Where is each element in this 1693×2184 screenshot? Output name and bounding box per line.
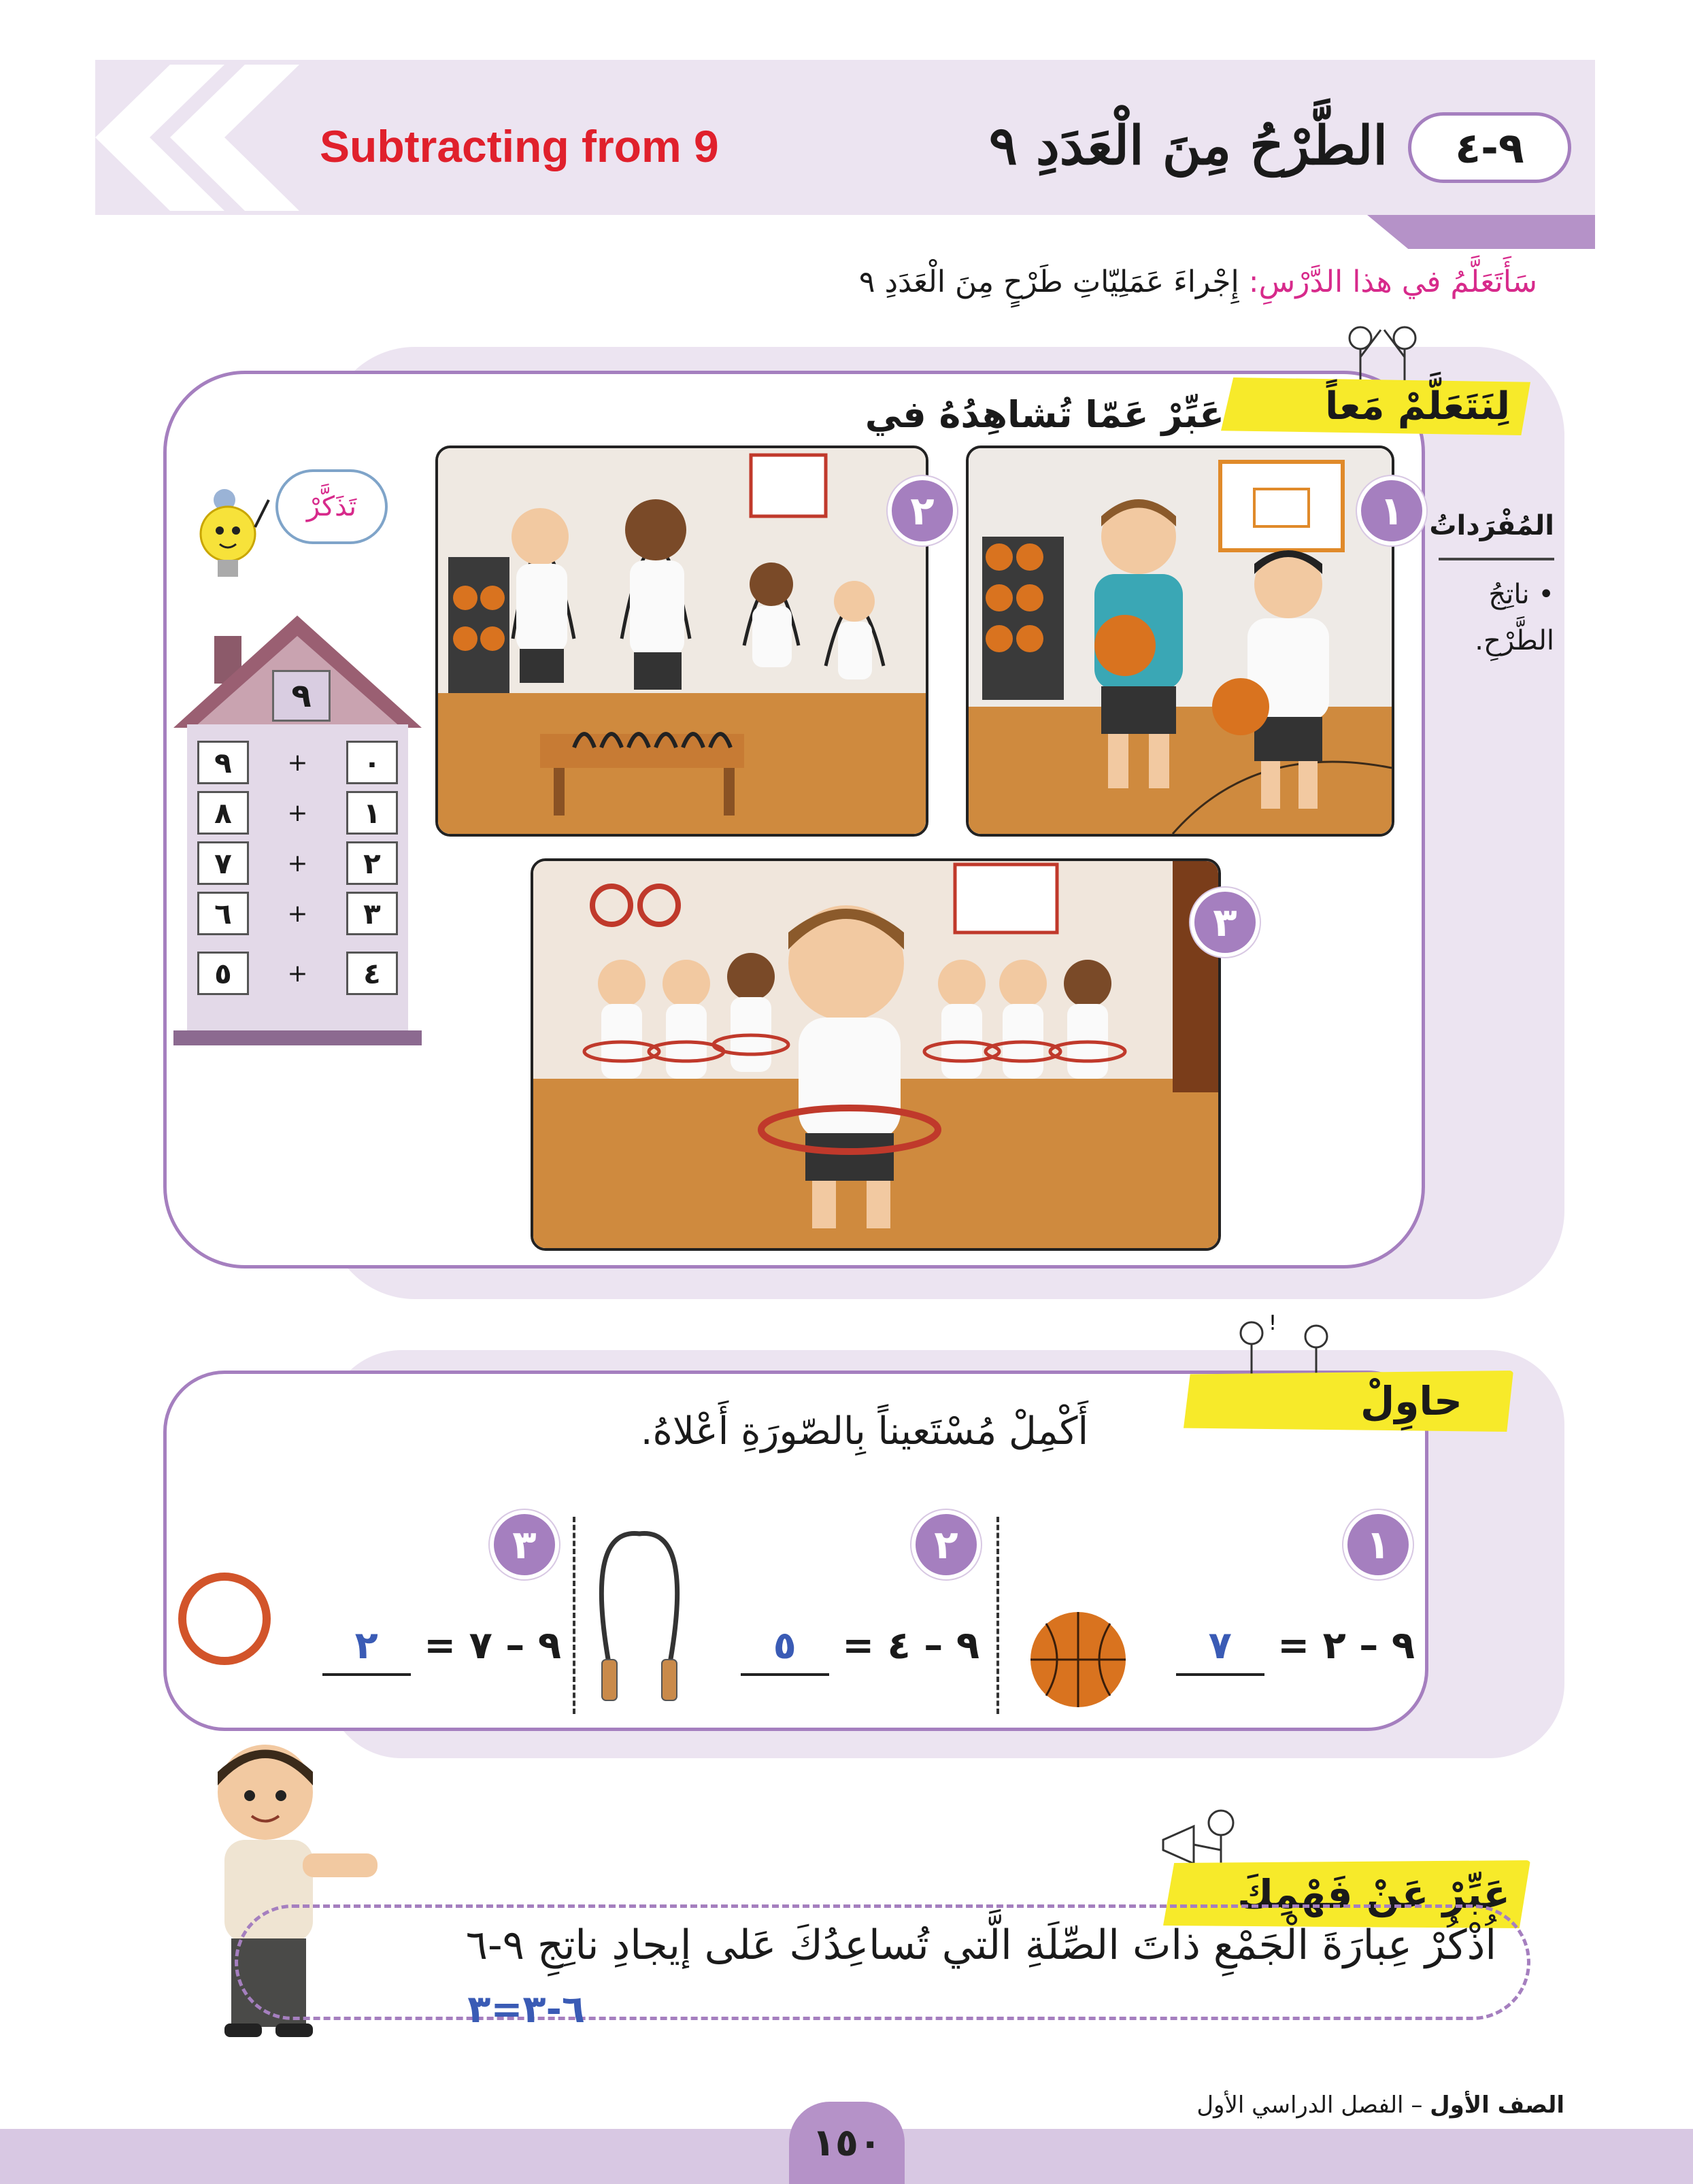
- express-question: اُذْكُرْ عِبارَةَ الْجَمْعِ ذاتَ الصِّلَةِ الَّتي تُساعِدُكَ عَلى إيجادِ ناتِجِ ٩-٦: [465, 1921, 1496, 1969]
- house-row: [197, 892, 398, 935]
- plus-sign: +: [287, 899, 308, 928]
- photo-jump-rope-kids: [435, 446, 928, 837]
- house-base: [173, 1030, 422, 1045]
- house-cell: ٩: [197, 741, 249, 784]
- exercise-badge-1: ١: [1343, 1510, 1413, 1579]
- stick-figures-icon: [1333, 323, 1435, 384]
- house-cell: ١: [346, 791, 398, 835]
- plus-sign: +: [287, 748, 308, 777]
- plus-sign: +: [287, 959, 308, 988]
- express-answer[interactable]: ٦-٣=٣: [467, 1987, 585, 2032]
- page-number: ١٥٠: [789, 2102, 905, 2184]
- house-cell: ٤: [346, 952, 398, 995]
- vocab-item: [1435, 571, 1554, 687]
- vocab-item-line-1: • ناتِجُ: [1488, 579, 1554, 610]
- house-row: [197, 952, 398, 994]
- house-cell: ٥: [197, 952, 249, 995]
- basketball-icon: [1027, 1609, 1129, 1711]
- exercise-expression: ٩ – ٧ =: [424, 1624, 561, 1668]
- learn-question: عَبِّرْ عَمّا تُشاهِدُهُ في: [865, 393, 1224, 436]
- footer-grade: الصف الأول: [1430, 2091, 1564, 2119]
- exercise-expression: ٩ – ٢ =: [1277, 1624, 1415, 1668]
- try-instruction: أَكْمِلْ مُسْتَعيناً بِالصّورَةِ أَعْلاهُ.: [640, 1409, 1088, 1454]
- house-cell: ٦: [197, 892, 249, 935]
- vocab-item-line-2: الطَّرْحِ.: [1475, 625, 1554, 656]
- house-row: [197, 792, 398, 834]
- photo-basketball-kids: [966, 446, 1394, 837]
- photo-hula-hoop-kids: [531, 858, 1221, 1251]
- house-cell: ٠: [346, 741, 398, 784]
- chevron-decoration-icon: [88, 65, 313, 211]
- header-wedge: [1367, 215, 1595, 249]
- house-top-number: ٩: [272, 670, 331, 722]
- answer-field[interactable]: ٢: [322, 1619, 411, 1676]
- try-tag-label: حاوِلْ: [1360, 1378, 1462, 1424]
- photo-badge-3: ٣: [1190, 888, 1260, 957]
- lesson-objective: [748, 255, 1537, 309]
- exercise-3: [275, 1619, 561, 1673]
- house-rows: [197, 741, 398, 994]
- exercise-2: [694, 1619, 979, 1673]
- house-cell: ٧: [197, 841, 249, 885]
- exercise-1: [1129, 1619, 1415, 1673]
- page-title-arabic: الطَّرْحُ مِنَ الْعَدَدِ ٩: [988, 115, 1388, 177]
- answer-field[interactable]: ٧: [1176, 1619, 1264, 1676]
- plus-sign: +: [287, 849, 308, 877]
- remember-label: تَذَكَّرْ: [306, 491, 357, 522]
- house-cell: ٢: [346, 841, 398, 885]
- house-row: [197, 842, 398, 884]
- lesson-number: ٩-٤: [1408, 112, 1571, 183]
- exercise-badge-3: ٣: [490, 1510, 559, 1579]
- photo-badge-2: ٢: [888, 476, 957, 545]
- house-cell: ٣: [346, 892, 398, 935]
- exercise-divider: [573, 1517, 575, 1714]
- footer-separator: –: [1403, 2091, 1430, 2119]
- answer-field[interactable]: ٥: [741, 1619, 829, 1676]
- house-row: [197, 741, 398, 784]
- exercise-badge-2: ٢: [911, 1510, 981, 1579]
- exercise-divider: [996, 1517, 999, 1714]
- objective-label: سَأَتَعَلَّمُ في هذا الدَّرْسِ:: [1248, 265, 1537, 299]
- express-tag-label: عَبِّرْ عَنْ فَهْمِكَ: [1237, 1871, 1510, 1917]
- lightbulb-icon: [194, 486, 275, 602]
- hula-hoop-icon: [173, 1568, 275, 1670]
- plus-sign: +: [287, 799, 308, 827]
- exercise-expression: ٩ – ٤ =: [842, 1624, 979, 1668]
- svg-text:!: !: [1269, 1313, 1277, 1335]
- photo-badge-1: ١: [1357, 476, 1426, 545]
- objective-text: إِجْراءَ عَمَلِيّاتِ طَرْحٍ مِنَ الْعَدَدِ ٩: [858, 265, 1239, 299]
- page-title-english: Subtracting from 9: [320, 121, 719, 171]
- number-house: [173, 616, 422, 1044]
- footer-semester: الفصل الدراسي الأول: [1196, 2091, 1404, 2119]
- house-cell: ٨: [197, 791, 249, 835]
- jump-rope-icon: [588, 1527, 690, 1704]
- vocab-title: المُفْرَداتُ: [1439, 510, 1554, 560]
- footer-course-info: [1088, 2085, 1564, 2126]
- learn-tag-label: لِنَتَعَلَّمْ مَعاً: [1325, 384, 1510, 429]
